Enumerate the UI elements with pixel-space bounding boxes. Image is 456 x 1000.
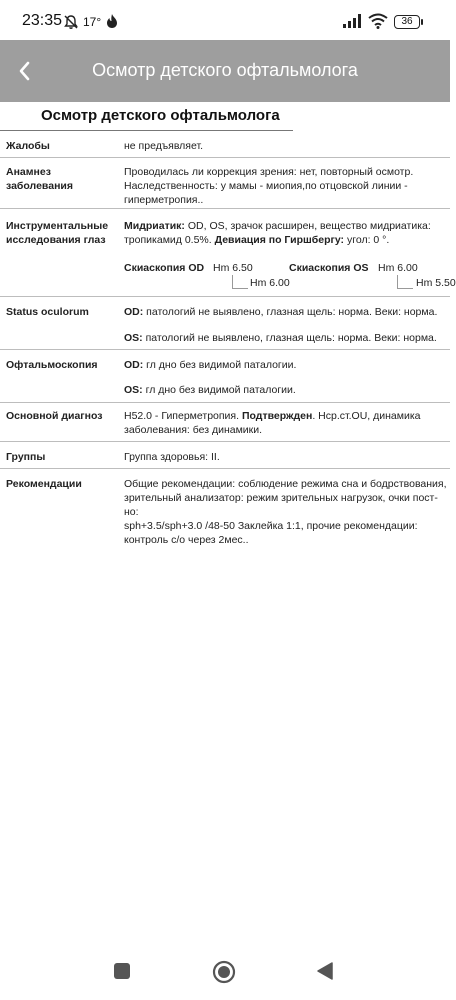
value-line: гиперметропия..: [124, 194, 204, 206]
value-line: зрительный анализатор: режим зрительных нагрузок, очки пост-но:: [124, 492, 438, 518]
skiascopy-os-hm2: Hm 5.50: [416, 277, 456, 289]
od-text: патологий не выявлено, глазная щель: норма. Веки: норма.: [143, 306, 438, 318]
skiascopy-od-axis: [232, 275, 248, 289]
value-line: заболевания: без динамики.: [124, 424, 263, 436]
row-label: Основной диагноз: [6, 410, 103, 422]
row-label-line: исследования глаз: [6, 234, 106, 246]
notifications-off-icon: [63, 14, 79, 30]
os-text: патологий не выявлено, глазная щель: норма. Веки: норма.: [142, 332, 437, 344]
status-time: 23:35: [22, 12, 63, 29]
row-diagnosis: [0, 403, 450, 442]
status-temperature: 17°: [83, 15, 102, 29]
row-label: [6, 219, 116, 247]
row-groups: [0, 442, 450, 469]
os-text: гл дно без видимой паталогии.: [142, 384, 296, 396]
app-bar-title: Осмотр детского офтальмолога: [92, 60, 358, 80]
system-nav-bar: [0, 940, 450, 1000]
diagnosis-text-2: . Нср.ст.OU, динамика: [312, 410, 421, 422]
od-label: OD:: [124, 306, 144, 318]
mydriatic-text-2: тропикамид 0.5%.: [124, 234, 215, 246]
row-label: Жалобы: [6, 140, 50, 152]
row-value: [124, 219, 450, 247]
diagnosis-confirmed: Подтвержден: [241, 410, 313, 422]
row-label: Офтальмоскопия: [6, 359, 98, 371]
app-bar: [0, 40, 450, 102]
row-value-os: [124, 331, 450, 345]
row-value-os: [124, 383, 450, 397]
row-label-line: Анамнез: [6, 166, 51, 178]
flame-icon: [105, 13, 119, 29]
row-label: Группы: [6, 451, 46, 463]
skiascopy-od-label: Скиаскопия OD: [124, 262, 205, 274]
home-circle-icon[interactable]: [212, 960, 236, 984]
mydriatic-text: OD, OS, зрачок расширен, вещество мидриатика:: [184, 220, 431, 232]
battery-icon: 36: [394, 15, 420, 29]
os-label: OS:: [124, 332, 143, 344]
value-line: [124, 233, 450, 247]
document-title: Осмотр детского офтальмолога: [41, 107, 280, 124]
row-label: Рекомендации: [6, 478, 82, 490]
row-instrumental: [0, 209, 456, 297]
wifi-icon: [368, 13, 388, 29]
value-line: sph+3.5/sph+3.0 /48-50 Заклейка 1:1, прочие рекомендации:: [124, 520, 418, 532]
value-line: Общие рекомендации: соблюдение режима сна и бодрствования,: [124, 478, 447, 490]
value-line: [124, 409, 450, 423]
row-value: Группа здоровья: II.: [124, 451, 220, 463]
battery-tip: [421, 19, 423, 25]
mydriatic-label: Мидриатик:: [124, 220, 185, 232]
recents-square-icon[interactable]: [113, 962, 131, 980]
status-bar: [0, 0, 450, 40]
hirschberg-text: угол: 0 °.: [344, 234, 390, 246]
od-label: OD:: [124, 359, 144, 371]
row-anamnesis: [0, 158, 450, 209]
skiascopy-os-label: Скиаскопия OS: [289, 262, 369, 274]
row-label: [6, 165, 116, 193]
value-line: Наследственность: у мамы - миопия,по отцовской линии -: [124, 180, 408, 192]
row-value: [124, 165, 450, 207]
row-status-oculorum: [0, 297, 450, 350]
skiascopy-od-hm2: Hm 6.00: [250, 277, 290, 289]
signal-icon: [343, 14, 363, 28]
row-recommendations: [0, 469, 450, 546]
skiascopy-od-hm1: Hm 6.50: [213, 262, 253, 274]
od-text: гл дно без видимой паталогии.: [143, 359, 297, 371]
row-label-line: Инструментальные: [6, 220, 109, 232]
row-label-line: заболевания: [6, 180, 74, 192]
row-label: Status oculorum: [6, 306, 89, 318]
row-value-od: [124, 358, 450, 372]
skiascopy-os-axis: [397, 275, 413, 289]
value-line: Проводилась ли коррекция зрения: нет, повторный осмотр.: [124, 166, 414, 178]
value-line: контроль с/о через 2мес..: [124, 534, 249, 546]
diagnosis-text: H52.0 - Гиперметропия.: [124, 410, 242, 422]
row-value: [124, 477, 450, 547]
skiascopy-os-hm1: Hm 6.00: [378, 262, 418, 274]
row-complaints: [0, 131, 450, 158]
row-ophthalmoscopy: [0, 350, 450, 403]
row-value: не предъявляет.: [124, 140, 204, 152]
row-value-od: [124, 305, 450, 319]
os-label: OS:: [124, 384, 143, 396]
back-triangle-icon[interactable]: [315, 961, 335, 981]
value-line: [124, 219, 450, 233]
row-value: [124, 409, 450, 437]
hirschberg-label: Девиация по Гиршбергу:: [214, 234, 345, 246]
